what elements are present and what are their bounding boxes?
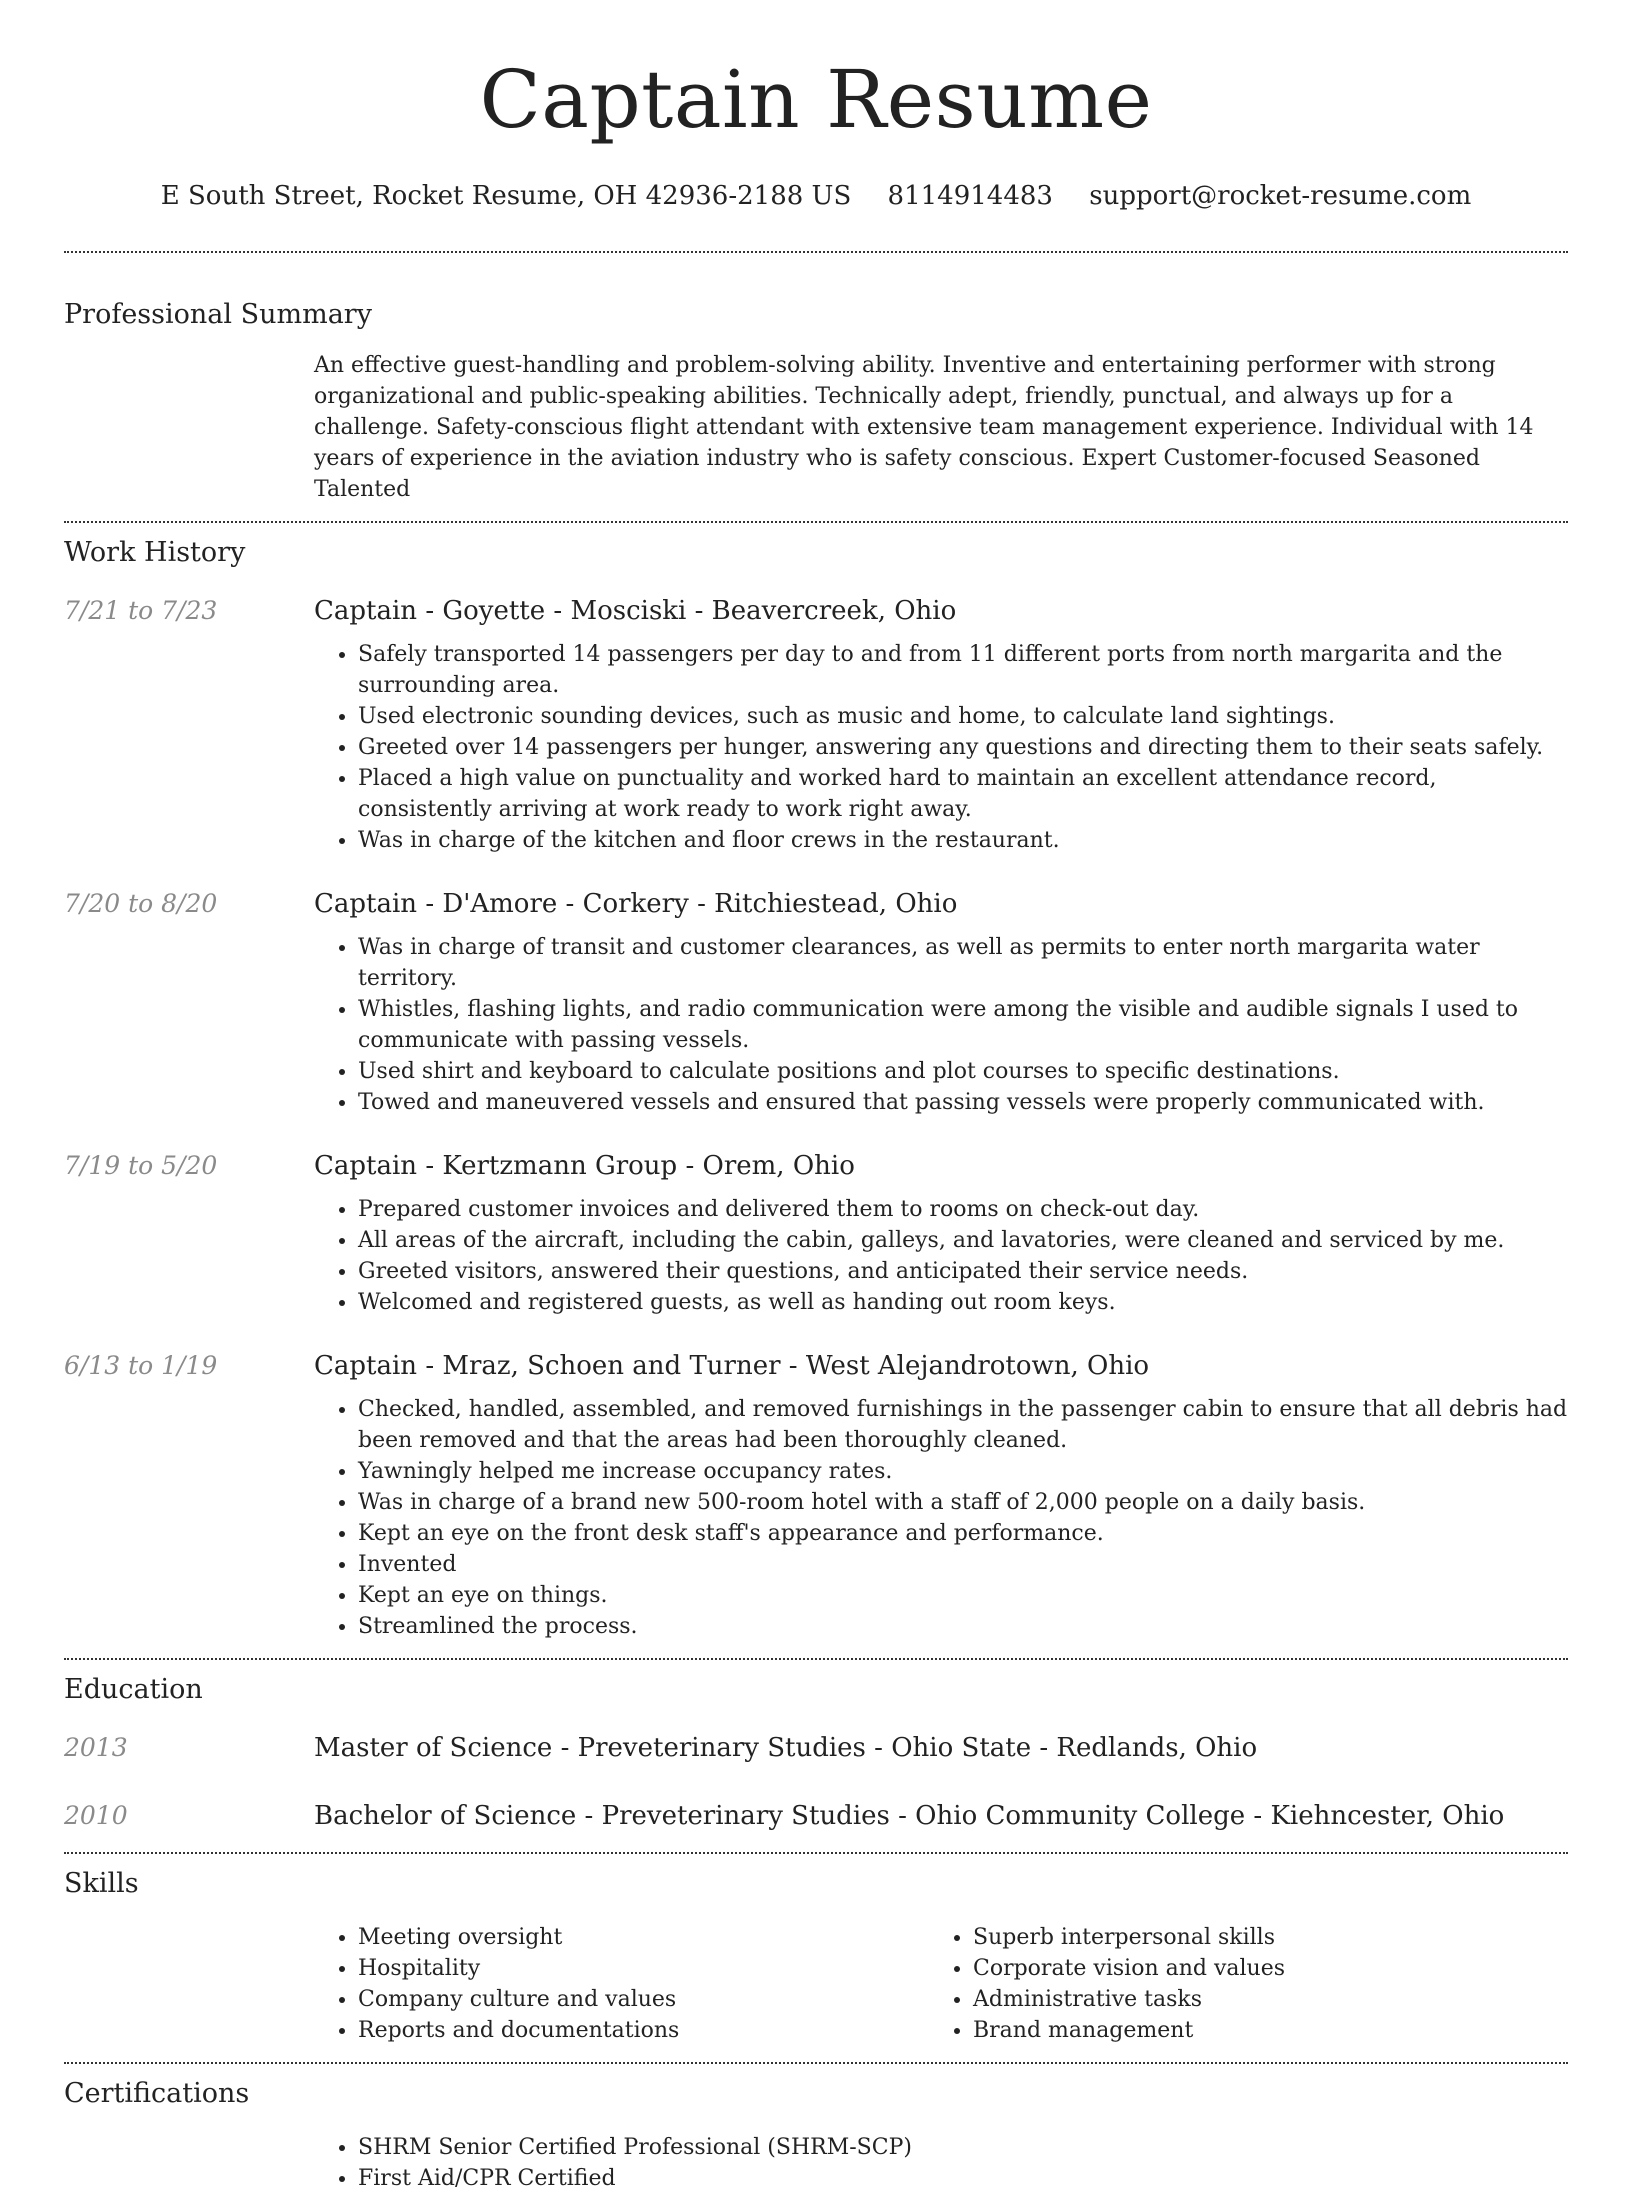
list-item: • Corporate vision and values: [973, 1953, 1544, 1984]
job-dates: 6/13 to 1/19: [64, 1351, 218, 1380]
list-item: • Whistles, flashing lights, and radio communication were among the visible and audible signals I used to communicate with passing vessels.: [358, 994, 1568, 1056]
job-dates: 7/19 to 5/20: [64, 1151, 218, 1180]
resume-header: [64, 0, 1568, 214]
list-item: • Placed a high value on punctuality and worked hard to maintain an excellent attendance record, consistently arriving at work ready to work right away.: [358, 763, 1568, 825]
list-item: • Invented: [358, 1549, 1568, 1580]
job-bullets: [314, 1194, 1568, 1318]
list-item: • All areas of the aircraft, including the cabin, galleys, and lavatories, were cleaned and serviced by me.: [358, 1225, 1568, 1256]
list-item: • Kept an eye on things.: [358, 1580, 1568, 1611]
summary-title: Professional Summary: [64, 299, 372, 330]
list-item: • Towed and maneuvered vessels and ensured that passing vessels were properly communicated with.: [358, 1087, 1568, 1118]
certifications-list: [314, 2132, 1568, 2194]
job-bullets: [314, 932, 1568, 1118]
job-title: Captain - Kertzmann Group - Orem, Ohio: [314, 1151, 855, 1181]
section-divider: [64, 1852, 1568, 1854]
contact-phone: 8114914483: [887, 181, 1053, 211]
contact-line: [64, 178, 1568, 214]
skills-title: Skills: [64, 1868, 139, 1899]
list-item: • Reports and documentations: [358, 2015, 929, 2046]
certifications-title: Certifications: [64, 2078, 250, 2109]
job-title: Captain - Mraz, Schoen and Turner - West Alejandrotown, Ohio: [314, 1351, 1150, 1381]
list-item: • Yawningly helped me increase occupancy rates.: [358, 1456, 1568, 1487]
skills-list-right: [929, 1922, 1544, 2046]
degree-title: Bachelor of Science - Preveterinary Studies - Ohio Community College - Kiehncester, Ohio: [314, 1801, 1505, 1831]
education-year: 2010: [64, 1801, 128, 1830]
list-item: • Checked, handled, assembled, and removed furnishings in the passenger cabin to ensure that all debris had been removed and that the areas had been thoroughly cleaned.: [358, 1394, 1568, 1456]
certifications-section: [64, 2076, 1568, 2194]
list-item: • Welcomed and registered guests, as well as handing out room keys.: [358, 1287, 1568, 1318]
list-item: • Was in charge of the kitchen and floor crews in the restaurant.: [358, 825, 1568, 856]
list-item: • Meeting oversight: [358, 1922, 929, 1953]
summary-section: [64, 297, 1568, 505]
summary-text: An effective guest-handling and problem-solving ability. Inventive and entertaining performer with strong organizational and public-speaking abilities. Technically adept, friendly, punctual, and always up for a challenge. Safety-conscious flight attendant with extensive team management experience. Individual with 14 years of experience in the aviation industry who is safety conscious. Expert Customer-focused Seasoned Talented: [314, 353, 1534, 502]
job-bullets: [314, 639, 1568, 856]
job-dates: 7/21 to 7/23: [64, 596, 218, 625]
job-bullets: [314, 1394, 1568, 1642]
contact-email: support@rocket-resume.com: [1089, 181, 1472, 211]
section-divider: [64, 251, 1568, 253]
list-item: • Kept an eye on the front desk staff's appearance and performance.: [358, 1518, 1568, 1549]
list-item: • Superb interpersonal skills: [973, 1922, 1544, 1953]
list-item: • Company culture and values: [358, 1984, 929, 2015]
education-year: 2013: [64, 1733, 128, 1762]
work-history-section: [64, 535, 1568, 1642]
job-entry: [64, 593, 1568, 856]
skills-list-left: [314, 1922, 929, 2046]
degree-title: Master of Science - Preveterinary Studies - Ohio State - Redlands, Ohio: [314, 1733, 1258, 1763]
list-item: • Greeted over 14 passengers per hunger, answering any questions and directing them to their seats safely.: [358, 732, 1568, 763]
job-entry: [64, 886, 1568, 1118]
job-entry: [64, 1148, 1568, 1318]
skills-grid: [314, 1922, 1568, 2046]
list-item: • Used electronic sounding devices, such as music and home, to calculate land sightings.: [358, 701, 1568, 732]
job-title: Captain - Goyette - Mosciski - Beavercreek, Ohio: [314, 596, 957, 626]
education-section: [64, 1672, 1568, 1834]
list-item: • Was in charge of transit and customer clearances, as well as permits to enter north margarita water territory.: [358, 932, 1568, 994]
job-title: Captain - D'Amore - Corkery - Ritchiestead, Ohio: [314, 889, 958, 919]
list-item: • Greeted visitors, answered their questions, and anticipated their service needs.: [358, 1256, 1568, 1287]
skills-section: [64, 1866, 1568, 2046]
candidate-name: Captain Resume: [479, 53, 1153, 146]
section-divider: [64, 1658, 1568, 1660]
list-item: • Was in charge of a brand new 500-room hotel with a staff of 2,000 people on a daily basis.: [358, 1487, 1568, 1518]
list-item: • First Aid/CPR Certified: [358, 2163, 1568, 2194]
list-item: • SHRM Senior Certified Professional (SHRM-SCP): [358, 2132, 1568, 2163]
education-entry: [64, 1730, 1568, 1766]
work-history-title: Work History: [64, 537, 246, 568]
list-item: • Hospitality: [358, 1953, 929, 1984]
list-item: • Administrative tasks: [973, 1984, 1544, 2015]
job-entry: [64, 1348, 1568, 1642]
education-title: Education: [64, 1674, 203, 1705]
resume-page: [64, 0, 1568, 2194]
list-item: • Safely transported 14 passengers per day to and from 11 different ports from north margarita and the surrounding area.: [358, 639, 1568, 701]
list-item: • Prepared customer invoices and delivered them to rooms on check-out day.: [358, 1194, 1568, 1225]
list-item: • Used shirt and keyboard to calculate positions and plot courses to specific destinations.: [358, 1056, 1568, 1087]
job-dates: 7/20 to 8/20: [64, 889, 218, 918]
contact-address: E South Street, Rocket Resume, OH 42936-2188 US: [160, 181, 852, 211]
list-item: • Brand management: [973, 2015, 1544, 2046]
section-divider: [64, 521, 1568, 523]
education-entry: [64, 1798, 1568, 1834]
section-divider: [64, 2062, 1568, 2064]
list-item: • Streamlined the process.: [358, 1611, 1568, 1642]
